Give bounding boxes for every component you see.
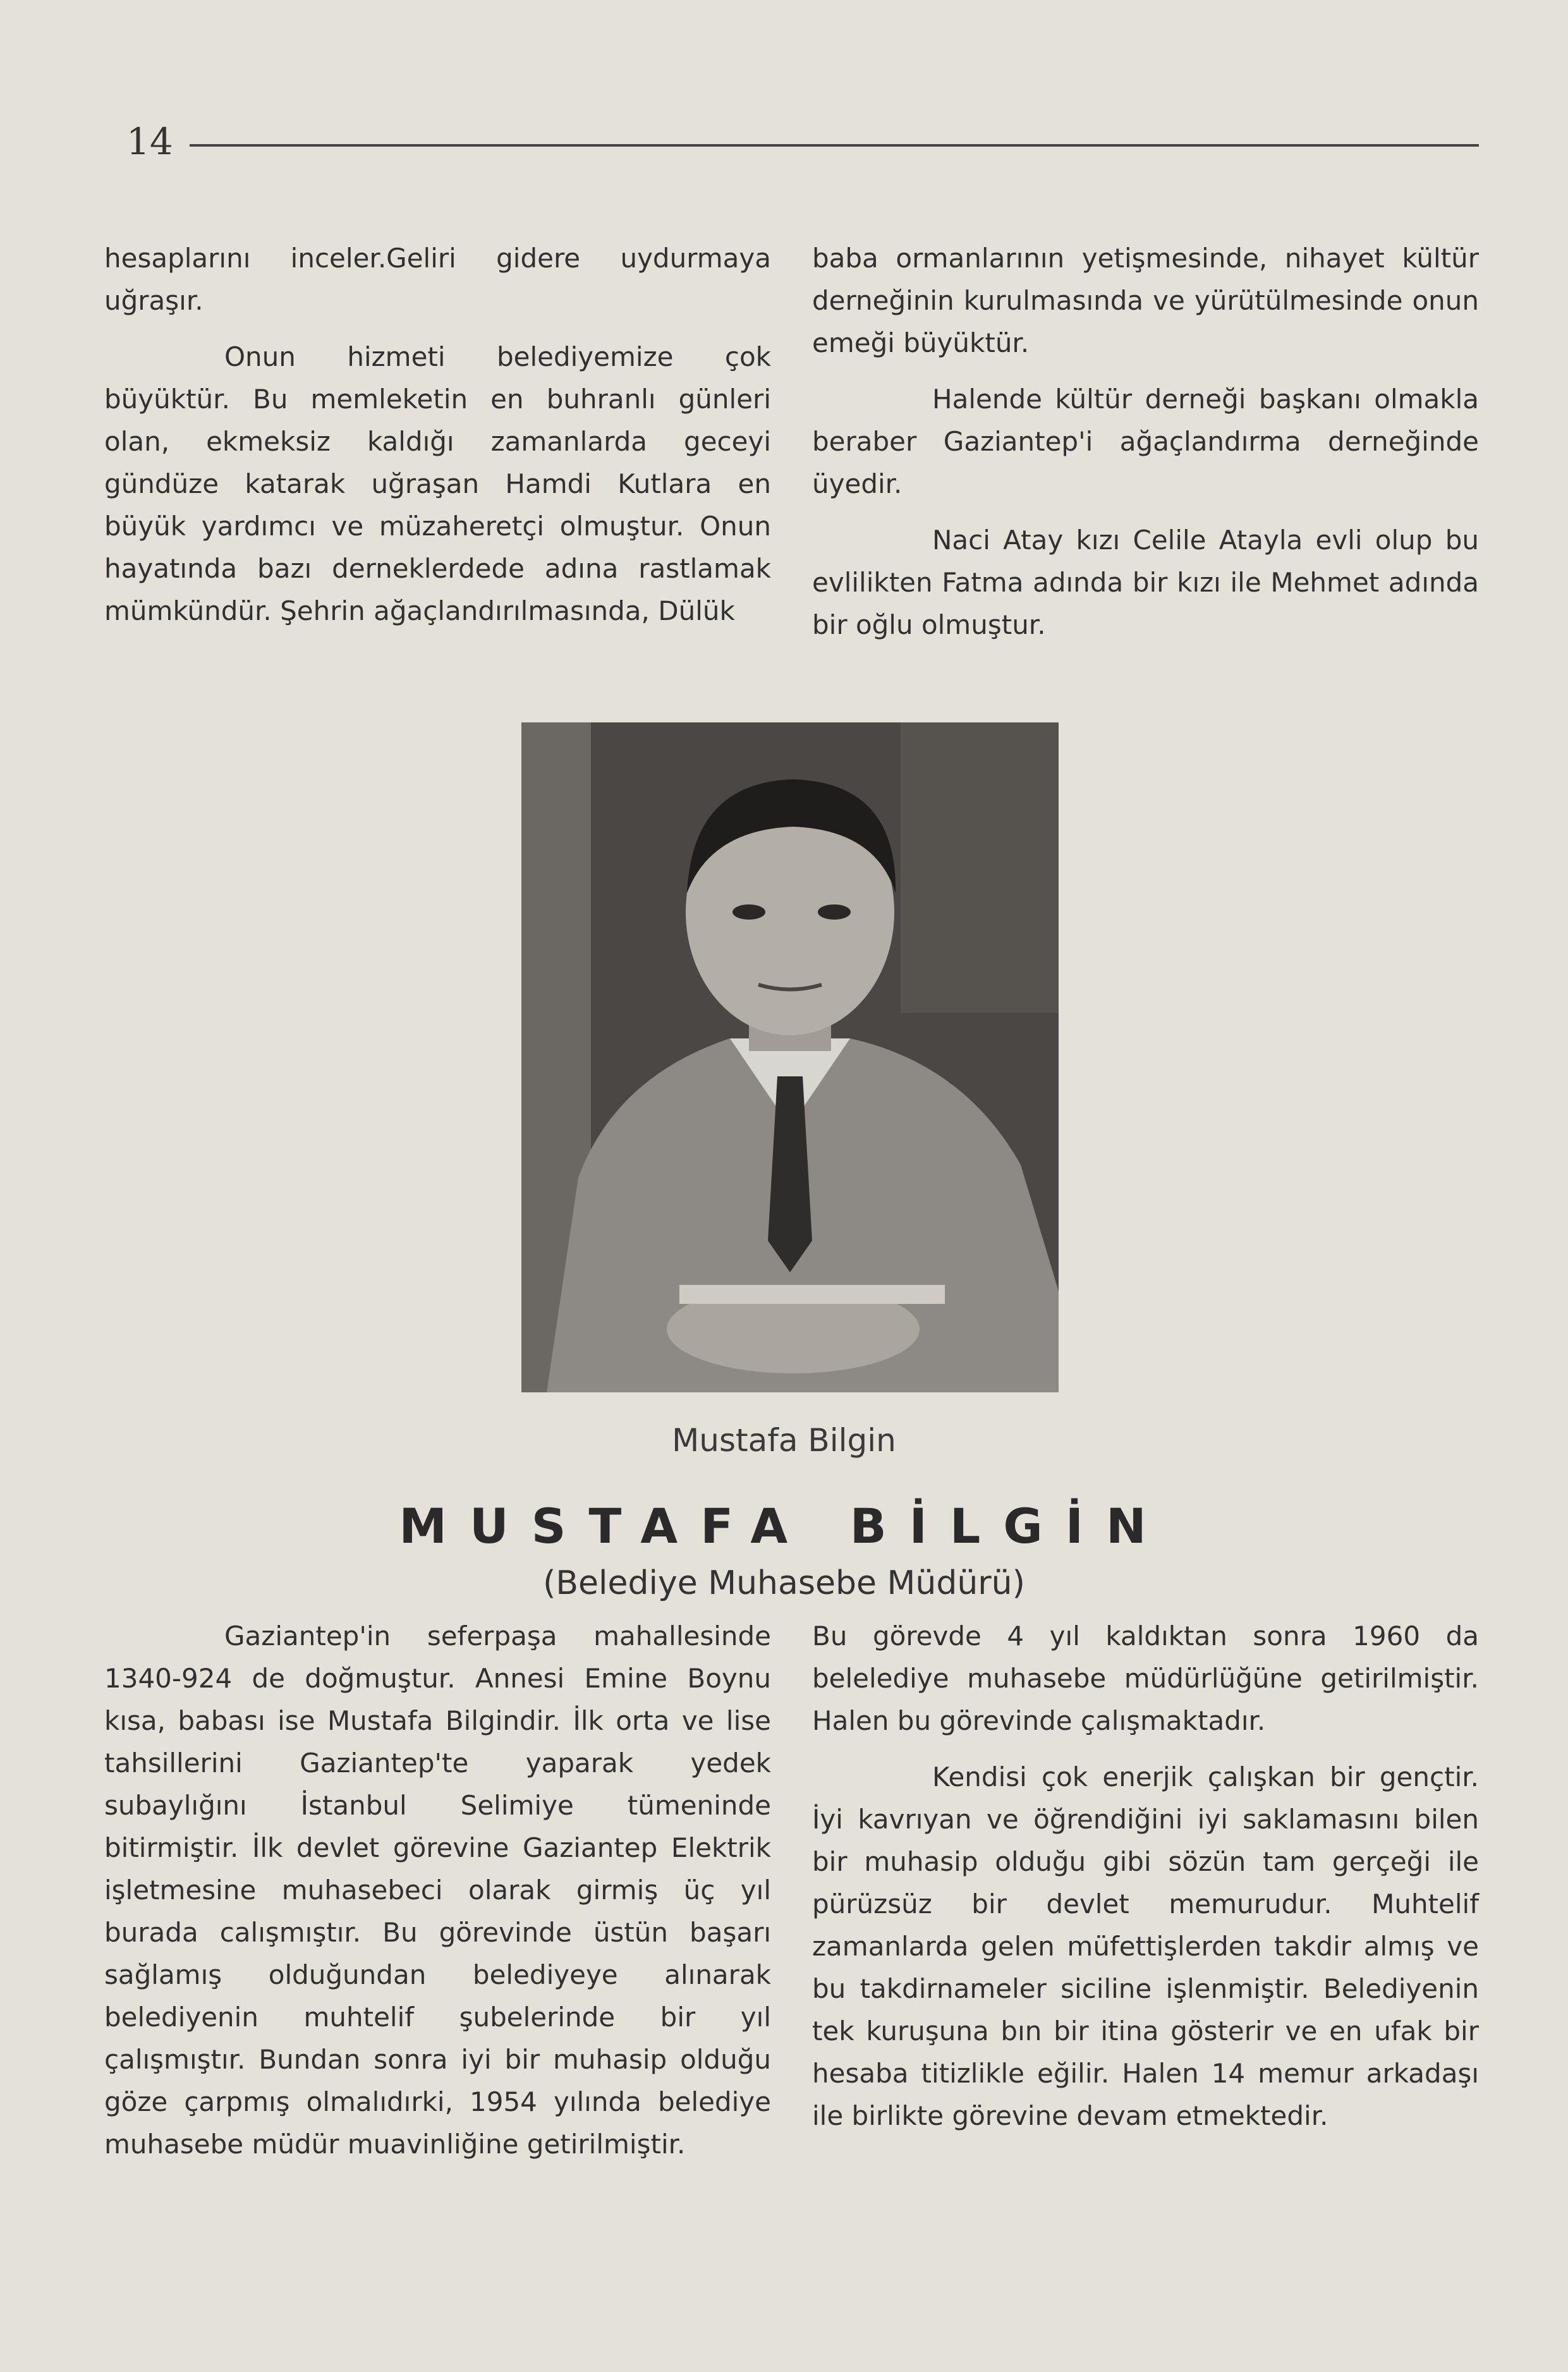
paragraph: Naci Atay kızı Celile Atayla evli olup bu evlilikten Fatma adında bir kızı ile Mehmet adında bir oğlu olmuştur.: [812, 525, 1479, 640]
paragraph: Onun hizmeti belediyemize çok büyüktür. Bu memleketin en buhranlı günleri olan, ekmeksiz kaldığı zamanlarda geceyi gündüze katarak uğraşan Hamdi Kutlara en büyük yardımcı ve müzaheretçi olmuştur. Onun hayatında bazı derneklerdede adına rastlamak mümkündür. Şehrin ağaçlandırılmasında, Dülük: [104, 341, 771, 626]
paragraph: Gaziantep'in seferpaşa mahallesinde 1340-924 de doğmuştur. Annesi Emine Boynu kısa, babası ise Mustafa Bilgindir. İlk orta ve lise tahsillerini Gaziantep'te yaparak yedek subaylığını İstanbul Selimiye tümeninde bitirmiştir. İlk devlet görevine Gaziantep Elektrik işletmesine muhasebeci olarak girmiş üç yıl burada calışmıştır. Bu görevinde üstün başarı sağlamış olduğundan belediyeye alınarak belediyenin muhtelif şubelerinde bir yıl çalışmıştır. Bundan sonra iyi bir muhasip olduğu göze çarpmış olmalıdırki, 1954 yılında belediye muhasebe müdür muavinliğine getirilmiştir.: [104, 1621, 771, 2160]
heading-subtitle: (Belediye Muhasebe Müdürü): [543, 1564, 1025, 1602]
header-rule: [190, 144, 1479, 147]
paragraph: Kendisi çok enerjik çalışkan bir gençtir. İyi kavrıyan ve öğrendiğini iyi saklamasını bilen bir muhasip olduğu gibi sözün tam gerçeği ile pürüzsüz bir devlet memurudur. Muhtelif zamanlarda gelen müfettişlerden takdir almış ve bu takdirnameler siciline işlenmiştir. Belediyenin tek kuruşuna bın bir itina gösterir ve en ufak bir hesaba titizlikle eğilir. Halen 14 memur arkadaşı ile birlikte görevine devam etmektedir.: [812, 1761, 1479, 2131]
paragraph: Bu görevde 4 yıl kaldıktan sonra 1960 da belelediye muhasebe müdürlüğüne getirilmiştir. Halen bu görevinde çalışmaktadır.: [812, 1621, 1479, 1736]
top-right-column: [812, 237, 1479, 646]
portrait-photo: [521, 722, 1059, 1392]
bottom-left-column: [104, 1615, 771, 2165]
top-left-column: [104, 237, 771, 632]
paragraph: hesaplarını inceler.Geliri gidere uydurmaya uğraşır.: [104, 243, 771, 316]
photo-caption: Mustafa Bilgin: [672, 1422, 896, 1459]
paragraph: baba ormanlarının yetişmesinde, nihayet kültür derneğinin kurulmasında ve yürütülmesinde onun emeği büyüktür.: [812, 243, 1479, 358]
bottom-right-column: [812, 1615, 1479, 2137]
page-number: 14: [126, 120, 173, 163]
paragraph: Halende kültür derneği başkanı olmakla beraber Gaziantep'i ağaçlandırma derneğinde üyedir.: [812, 384, 1479, 499]
portrait-illustration: [521, 722, 1059, 1392]
name-heading: MUSTAFA BİLGİN: [399, 1498, 1169, 1554]
